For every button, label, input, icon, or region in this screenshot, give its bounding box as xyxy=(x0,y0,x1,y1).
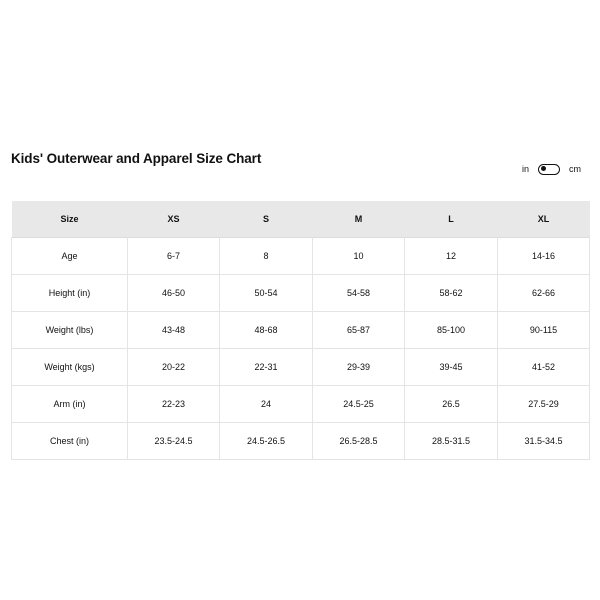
table-cell: 65-87 xyxy=(313,312,405,349)
header-cell-size: Size xyxy=(12,201,128,238)
table-cell: 24 xyxy=(220,386,313,423)
table-cell: 39-45 xyxy=(405,349,498,386)
table-row-age xyxy=(12,238,590,275)
table-cell: 48-68 xyxy=(220,312,313,349)
header-cell-s: S xyxy=(220,201,313,238)
table-cell: 14-16 xyxy=(498,238,590,275)
header-cell-l: L xyxy=(405,201,498,238)
table-cell: 90-115 xyxy=(498,312,590,349)
table-row-chest xyxy=(12,423,590,460)
table-row-height xyxy=(12,275,590,312)
table-cell: 26.5-28.5 xyxy=(313,423,405,460)
table-row-arm xyxy=(12,386,590,423)
table-cell: 6-7 xyxy=(128,238,220,275)
row-label: Weight (lbs) xyxy=(12,312,128,349)
table-cell: 28.5-31.5 xyxy=(405,423,498,460)
table-cell: 22-31 xyxy=(220,349,313,386)
row-label: Chest (in) xyxy=(12,423,128,460)
size-table xyxy=(11,201,590,460)
table-cell: 62-66 xyxy=(498,275,590,312)
table-cell: 12 xyxy=(405,238,498,275)
header-cell-m: M xyxy=(313,201,405,238)
table-cell: 85-100 xyxy=(405,312,498,349)
table-cell: 26.5 xyxy=(405,386,498,423)
row-label: Arm (in) xyxy=(12,386,128,423)
table-cell: 46-50 xyxy=(128,275,220,312)
unit-switch[interactable] xyxy=(538,164,560,175)
table-cell: 27.5-29 xyxy=(498,386,590,423)
table-cell: 8 xyxy=(220,238,313,275)
table-cell: 24.5-26.5 xyxy=(220,423,313,460)
table-header-row xyxy=(12,201,590,238)
table-cell: 58-62 xyxy=(405,275,498,312)
table-cell: 54-58 xyxy=(313,275,405,312)
table-cell: 31.5-34.5 xyxy=(498,423,590,460)
row-label: Weight (kgs) xyxy=(12,349,128,386)
header-cell-xl: XL xyxy=(498,201,590,238)
table-cell: 22-23 xyxy=(128,386,220,423)
table-row-weight-lbs xyxy=(12,312,590,349)
row-label: Age xyxy=(12,238,128,275)
table-cell: 20-22 xyxy=(128,349,220,386)
table-row-weight-kgs xyxy=(12,349,590,386)
table-cell: 43-48 xyxy=(128,312,220,349)
table-cell: 10 xyxy=(313,238,405,275)
table-cell: 29-39 xyxy=(313,349,405,386)
row-label: Height (in) xyxy=(12,275,128,312)
table-cell: 41-52 xyxy=(498,349,590,386)
page-title: Kids' Outerwear and Apparel Size Chart xyxy=(11,151,262,166)
table-cell: 23.5-24.5 xyxy=(128,423,220,460)
unit-label-in: in xyxy=(522,164,530,174)
table-cell: 24.5-25 xyxy=(313,386,405,423)
switch-knob xyxy=(541,166,547,172)
table-cell: 50-54 xyxy=(220,275,313,312)
unit-toggle[interactable] xyxy=(522,161,581,177)
header-cell-xs: XS xyxy=(128,201,220,238)
unit-label-cm: cm xyxy=(569,164,582,174)
